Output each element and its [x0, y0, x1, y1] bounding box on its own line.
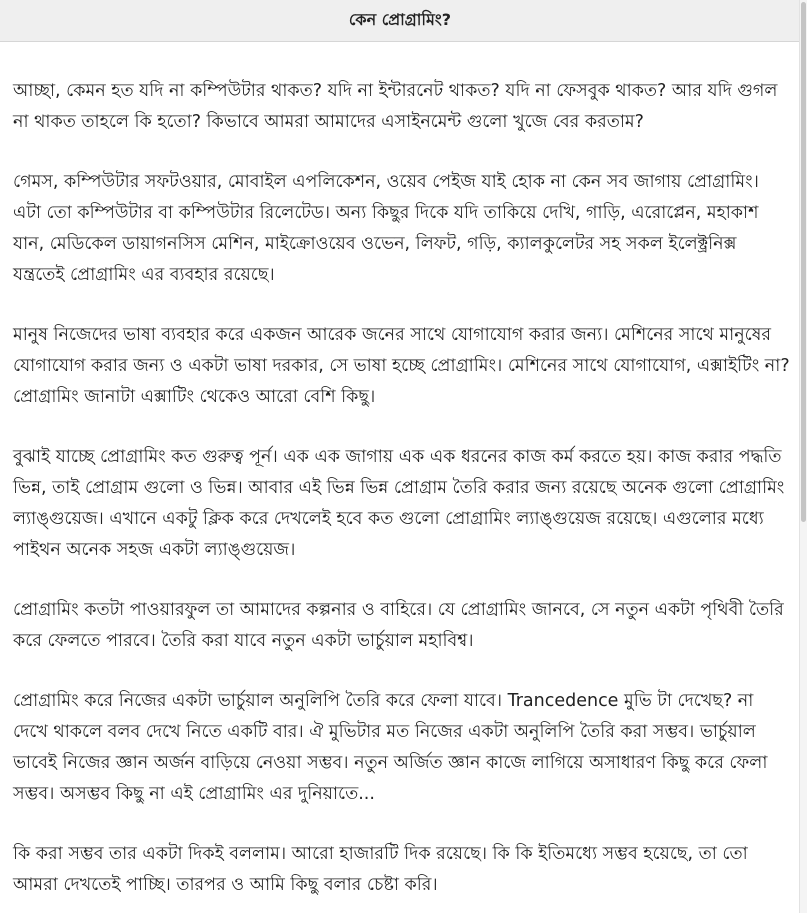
scrollbar-thumb[interactable]	[801, 2, 806, 522]
paragraph-6: প্রোগ্রামিং করে নিজের একটা ভার্চুয়াল অনুলিপি তৈরি করে ফেলা যাবে। Trancedence মুভি টা দেখেছ? না দেখে থাকলে বলব দেখে নিতে একটি বার। ঐ মুভিটার মত নিজের একটা অনুলিপি তৈরি করা সম্ভব। ভার্চুয়াল ভাবেই নিজের জ্ঞান অর্জন বাড়িয়ে নেওয়া সম্ভব। নতুন অর্জিত জ্ঞান কাজে লাগিয়ে অসাধারণ কিছু করে ফেলা সম্ভব। অসম্ভব কিছু না এই প্রোগ্রামিং এর দুনিয়াতে...	[13, 691, 768, 804]
title-bar	[0, 0, 800, 42]
paragraph-3: মানুষ নিজেদের ভাষা ব্যবহার করে একজন আরেক জনের সাথে যোগাযোগ করার জন্য। মেশিনের সাথে মানুষের যোগাযোগ করার জন্য ও একটা ভাষা দরকার, সে ভাষা হচ্ছে প্রোগ্রামিং। মেশিনের সাথে যোগাযোগ, এক্সাইটিং না? প্রোগ্রামিং জানাটা এক্সাটিং থেকেও আরো বেশি কিছু।	[13, 325, 790, 407]
article-body	[0, 42, 800, 913]
page-title: কেন প্রোগ্রামিং?	[348, 10, 452, 29]
paragraph-7: কি করা সম্ভব তার একটা দিকই বললাম। আরো হাজারটি দিক রয়েছে। কি কি ইতিমধ্যে সম্ভব হয়েছে, তা তো আমরা দেখতেই পাচ্ছি। তারপর ও আমি কিছু বলার চেষ্টা করি।	[13, 844, 748, 895]
paragraph-4: বুঝাই যাচ্ছে প্রোগ্রামিং কত গুরুত্ব পূর্ন। এক এক জাগায় এক এক ধরনের কাজ কর্ম করতে হয়। কাজ করার পদ্ধতি ভিন্ন, তাই প্রোগ্রাম গুলো ও ভিন্ন। আবার এই ভিন্ন ভিন্ন প্রোগ্রাম তৈরি করার জন্য রয়েছে অনেক গুলো প্রোগ্রামিং ল্যাঙ্গুয়েজ। এখানে একটু ক্লিক করে দেখলেই হবে কত গুলো প্রোগ্রামিং ল্যাঙ্গুয়েজ রয়েছে। এগুলোর মধ্যে পাইথন অনেক সহজ একটা ল্যাঙ্গুয়েজ।	[13, 447, 785, 560]
paragraph-2: গেমস, কম্পিউটার সফটওয়ার, মোবাইল এপলিকেশন, ওয়েব পেইজ যাই হোক না কেন সব জাগায় প্রোগ্রামিং। এটা তো কম্পিউটার বা কম্পিউটার রিলেটেড। অন্য কিছুর দিকে যদি তাকিয়ে দেখি, গাড়ি, এরোপ্লেন, মহাকাশ যান, মেডিকেল ডায়াগনসিস মেশিন, মাইক্রোওয়েব ওভেন, লিফট, গড়ি, ক্যালকুলেটর সহ সকল ইলেক্ট্রনিক্স যন্ত্রতেই প্রোগ্রামিং এর ব্যবহার রয়েছে।	[13, 172, 759, 285]
paragraph-5: প্রোগ্রামিং কতটা পাওয়ারফুল তা আমাদের কল্পনার ও বাহিরে। যে প্রোগ্রামিং জানবে, সে নতুন একটা পৃথিবী তৈরি করে ফেলতে পারবে। তৈরি করা যাবে নতুন একটা ভার্চুয়াল মহাবিশ্ব।	[13, 600, 784, 651]
paragraph-1: আচ্ছা, কেমন হত যদি না কম্পিউটার থাকত? যদি না ইন্টারনেট থাকত? যদি না ফেসবুক থাকত? আর যদি গুগল না থাকত তাহলে কি হতো? কিভাবে আমরা আমাদের এসাইনমেন্ট গুলো খুজে বের করতাম?	[13, 81, 778, 132]
vertical-scrollbar[interactable]	[799, 0, 807, 913]
